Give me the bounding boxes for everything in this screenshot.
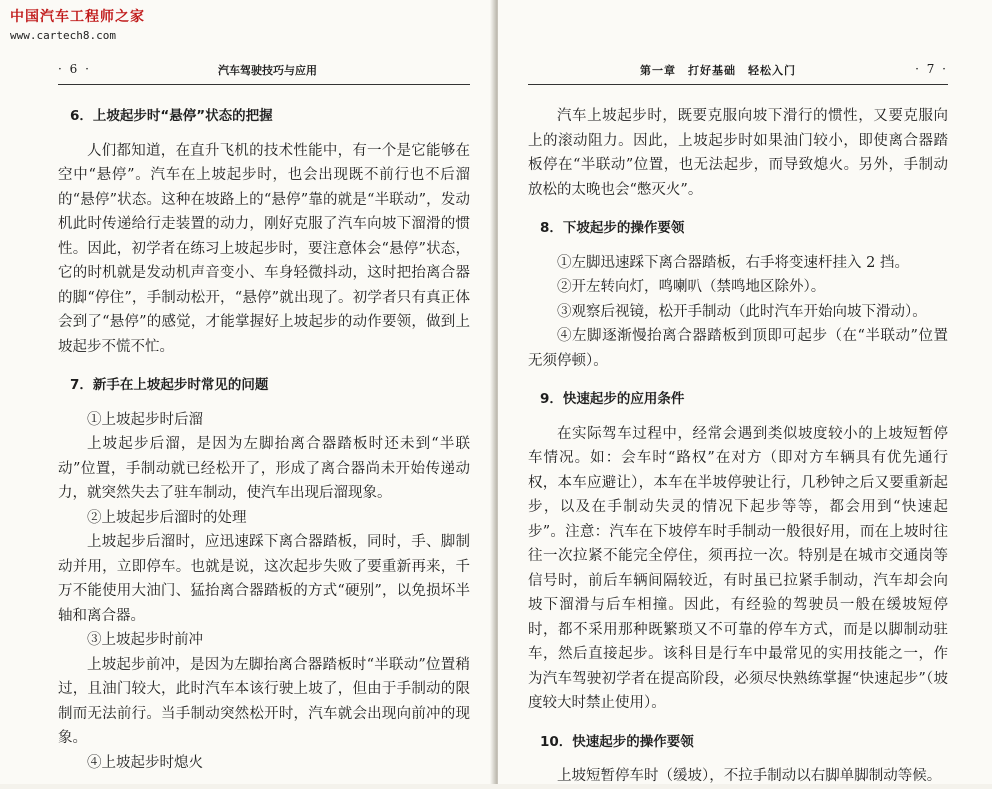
list-item: ②开左转向灯，鸣喇叭（禁鸣地区除外）。 [557, 279, 826, 295]
intro-paragraph: 汽车上坡起步时，既要克服向坡下滑行的惯性，又要克服向上的滚动阻力。因此，上坡起步时如果油门较小，即使离合器踏板停在“半联动”位置，也无法起步，而导致熄火。另外，手制动放松的太晚也会“憋灭火”。 [528, 108, 948, 198]
right-running-title: 第一章 打好基础 轻松入门 [640, 64, 796, 77]
section-paragraph: 上坡短暂停车时（缓坡），不拉手制动以右脚单脚制动等候。 [557, 768, 942, 784]
section-heading: 6．上坡起步时“悬停”状态的把握 [70, 108, 273, 124]
section-heading: 9．快速起步的应用条件 [540, 391, 685, 407]
section-heading: 7．新手在上坡起步时常见的问题 [70, 377, 269, 393]
right-page-number: · 7 · [915, 62, 948, 76]
right-page [498, 0, 992, 784]
section-paragraph: 人们都知道，在直升飞机的技术性能中，有一个是它能够在空中“悬停”。汽车在上坡起步时，也会出现既不前行也不后溜的“悬停”状态。这种在坡路上的“悬停”靠的就是“半联动”，发动机此时传递给行走装置的动力，刚好克服了汽车向坡下溜滑的惯性。因此，初学者在练习上坡起步时，要注意体会“悬停”状态，它的时机就是发动机声音变小、车身轻微抖动，这时把抬离合器的脚“停住”，手制动松开，“悬停”就出现了。初学者只有真正体会到了“悬停”的感觉，才能掌握好上坡起步的动作要领，做到上坡起步不慌不忙。 [58, 142, 470, 355]
list-item-label: ③上坡起步时前冲 [87, 632, 203, 648]
list-item-label: ④上坡起步时熄火 [87, 754, 203, 771]
list-item: ④左脚逐渐慢抬离合器踏板到顶即可起步（在“半联动”位置无须停顿）。 [528, 328, 948, 369]
list-item: ③观察后视镜，松开手制动（此时汽车开始向坡下滑动）。 [557, 303, 927, 320]
section-paragraph: 在实际驾车过程中，经常会遇到类似坡度较小的上坡短暂停车情况。如：会车时“路权”在对方（即对方车辆具有优先通行权，本车应避让），本车在半坡停驶让行，几秒钟之后又要重新起步，以及在手制动失灵的情况下起步等等，都会用到“快速起步”。注意：汽车在下坡停车时手制动一般很好用，而在上坡时往往一次拉紧不能完全停住，须再拉一次。特别是在城市交通岗等信号时，前后车辆间隔较近，有时虽已拉紧手制动，汽车却会向坡下溜滑与后车相撞。因此，有经验的驾驶员一般在缓坡短停时，都不采用那种既繁琐又不可靠的停车方式，而是以脚制动驻车，然后直接起步。该科目是行车中最常见的实用技能之一，作为汽车驾驶初学者在提高阶段，必须尽快熟练掌握“快速起步”（坡度较大时禁止使用）。 [528, 425, 948, 711]
watermark-url: www.cartech8.com [10, 29, 116, 42]
left-header-rule [58, 84, 470, 85]
section-heading: 8．下坡起步的操作要领 [540, 220, 685, 236]
right-page-content [528, 104, 948, 789]
left-page [0, 0, 494, 784]
section-heading: 10．快速起步的操作要领 [540, 733, 694, 750]
left-page-content [58, 104, 470, 775]
list-item-text: 上坡起步后溜时，应迅速踩下离合器踏板，同时，手、脚制动并用，立即停车。也就是说，这次起步失败了要重新再来，千万不能使用大油门、猛抬离合器踏板的方式“硬别”，以免损坏半轴和离合器。 [58, 534, 470, 624]
list-item-text: 上坡起步前冲，是因为左脚抬离合器踏板时“半联动”位置稍过，且油门较大，此时汽车本该行驶上坡了，但由于手制动的限制而无法前行。当手制动突然松开时，汽车就会出现向前冲的现象。 [58, 656, 470, 746]
right-page-header [528, 62, 948, 82]
list-item-label: ②上坡起步后溜时的处理 [87, 509, 247, 526]
list-item-text: 上坡起步后溜，是因为左脚抬离合器踏板时还未到“半联动”位置，手制动就已经松开了，形成了离合器尚未开始传递动力，就突然失去了驻车制动，使汽车出现后溜现象。 [58, 436, 470, 501]
left-page-number: · 6 · [58, 62, 91, 76]
right-header-rule [528, 84, 948, 85]
list-item-label: ①上坡起步时后溜 [87, 411, 203, 428]
list-item: ①左脚迅速踩下离合器踏板，右手将变速杆挂入 2 挡。 [557, 254, 909, 271]
watermark-site-name: 中国汽车工程师之家 [10, 9, 145, 25]
watermark [10, 6, 145, 42]
left-running-title: 汽车驾驶技巧与应用 [218, 64, 317, 77]
left-page-header [58, 62, 468, 82]
